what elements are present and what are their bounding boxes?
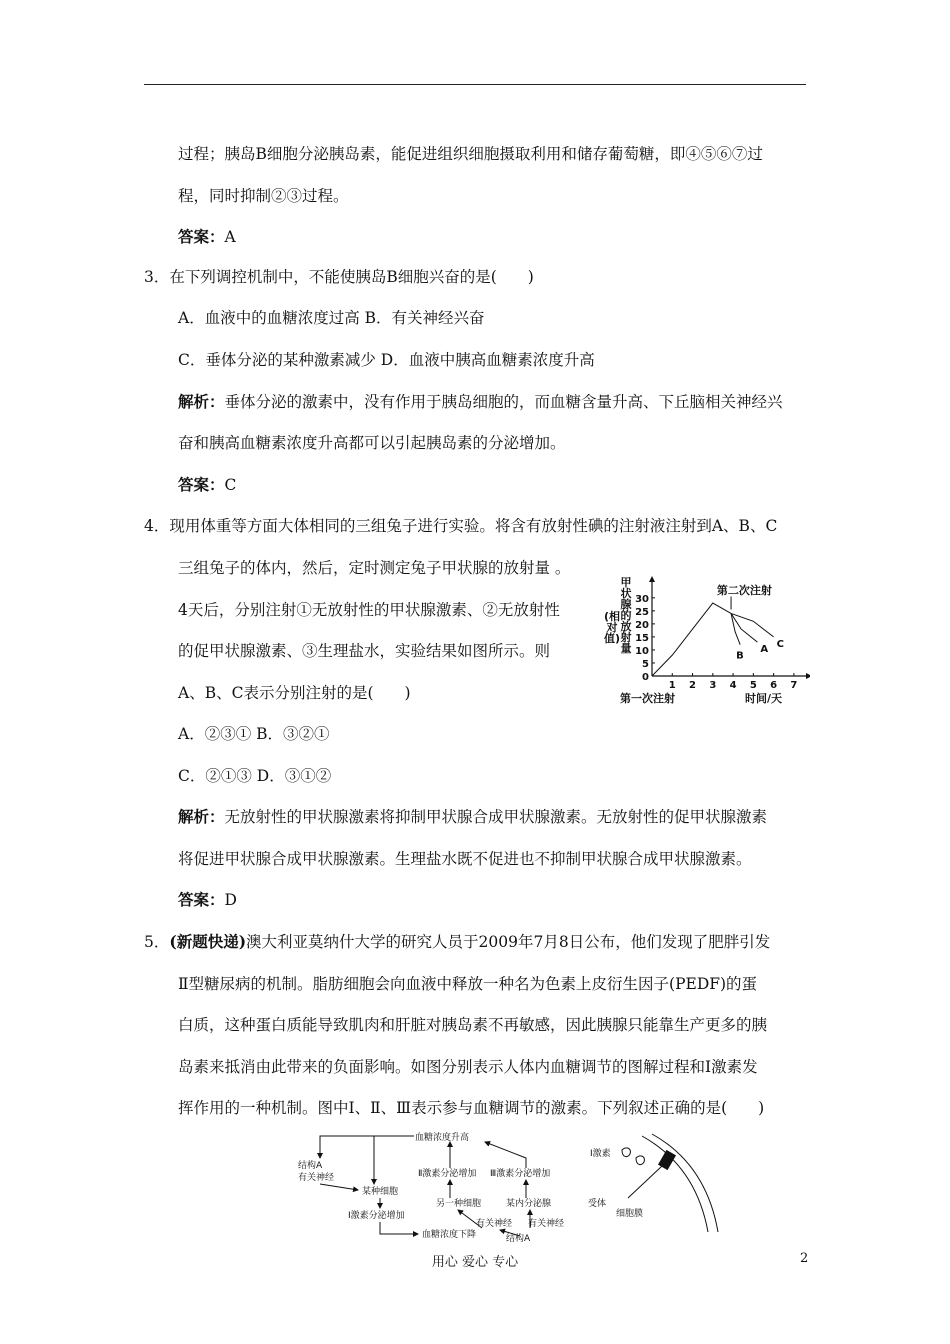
x-axis-label: 时间/天 [745, 692, 783, 705]
answer-3: 答案：C [178, 475, 237, 494]
text-line: 4天后，分别注射①无放射性的甲状腺激素、②无放射性 [178, 601, 560, 619]
label-hormone: Ⅰ激素 [590, 1149, 611, 1159]
y-tick-label: 10 [635, 645, 649, 657]
explanation-label: 解析： [178, 392, 225, 411]
label-receptor: 受体 [588, 1199, 607, 1209]
y-axis-label: 甲状腺的放射量 [620, 576, 632, 655]
text-line: Ⅱ型糖尿病的机制。脂肪细胞会向血液中释放一种名为色素上皮衍生因子(PEDF)的蛋 [178, 975, 758, 993]
text-line: 三组兔子的体内，然后，定时测定兔子甲状腺的放射量 。 [178, 559, 571, 577]
explanation-3: 解析：垂体分泌的激素中，没有作用于胰岛细胞的，而血糖含量升高、下丘脑相关神经兴 [178, 392, 783, 411]
text-line: A、B、C表示分别注射的是( ) [178, 684, 411, 702]
footer-text: 用心 爱心 专心 [431, 1255, 519, 1270]
text-line: 的促甲状腺激素、③生理盐水，实验结果如图所示。则 [178, 642, 551, 660]
y-axis-arrow [649, 576, 655, 582]
glucose-regulation-diagram [290, 1128, 820, 1246]
x-tick-label: 1 [668, 680, 676, 691]
text-line: 奋和胰高血糖素浓度升高都可以引起胰岛素的分泌增加。 [178, 434, 566, 452]
node-nerve-3: 有关神经 [528, 1219, 565, 1229]
text-line: 将促进甲状腺合成甲状腺激素。生理盐水既不促进也不抑制甲状腺合成甲状腺激素。 [178, 850, 752, 868]
series-label-A: A [760, 644, 769, 656]
node-structure-a: 结构A [298, 1161, 323, 1171]
node-hormone-2: Ⅱ激素分泌增加 [418, 1169, 477, 1179]
y-tick-label: 25 [635, 606, 649, 618]
question-5: 5．(新题快递)澳大利亚莫纳什大学的研究人员于2009年7月8日公布，他们发现了肥胖引发 [144, 932, 771, 951]
text-line: 挥作用的一种机制。图中Ⅰ、Ⅱ、Ⅲ表示参与血糖调节的激素。下列叙述正确的是( ) [178, 1099, 765, 1117]
y-tick-label: 20 [635, 619, 649, 631]
series-label-B: B [736, 650, 744, 662]
thyroid-radioactivity-chart [600, 572, 810, 708]
text-line: 岛素来抵消由此带来的负面影响。如图分别表示人体内血糖调节的图解过程和Ⅰ激素发 [178, 1058, 758, 1076]
x-tick-label: 3 [709, 680, 717, 691]
node-glucose-low: 血糖浓度下降 [422, 1230, 477, 1240]
y-tick-label: 15 [635, 632, 649, 644]
x-tick-label: 7 [790, 680, 798, 691]
node-nerve: 有关神经 [298, 1173, 335, 1183]
page-number: 2 [800, 1251, 809, 1266]
node-nerve-2: 有关神经 [476, 1219, 513, 1229]
text-line: 过程；胰岛B细胞分泌胰岛素，能促进组织细胞摄取利用和储存葡萄糖，即④⑤⑥⑦过 [178, 145, 763, 163]
question-tag: (新题快递) [169, 932, 247, 951]
svg-text:(相对值): (相对值) [603, 610, 621, 645]
question-4: 4．现用体重等方面大体相同的三组兔子进行实验。将含有放射性碘的注射液注射到A、B、C [144, 517, 778, 535]
y-tick-label: 5 [642, 658, 649, 670]
text-line: 白质，这种蛋白质能导致肌肉和肝脏对胰岛素不再敏感，因此胰腺只能靠生产更多的胰 [178, 1016, 768, 1034]
second-injection-label: 第二次注射 [716, 583, 772, 597]
node-glucose-high: 血糖浓度升高 [415, 1133, 470, 1143]
series-label-C: C [776, 638, 784, 650]
node-other-cell: 另一种细胞 [436, 1199, 482, 1209]
series-line-common [652, 603, 731, 676]
option-line: C．垂体分泌的某种激素减少 D．血液中胰高血糖素浓度升高 [178, 351, 595, 369]
node-structure-a-2: 结构A [506, 1234, 531, 1244]
node-hormone-1: Ⅰ激素分泌增加 [348, 1211, 405, 1221]
x-tick-label: 5 [749, 680, 757, 691]
node-some-cell: 某种细胞 [362, 1187, 399, 1197]
node-endocrine: 某内分泌腺 [506, 1199, 552, 1209]
series-line-C [731, 613, 774, 636]
answer-label: 答案： [178, 227, 225, 246]
node-hormone-3: Ⅲ激素分泌增加 [490, 1169, 551, 1179]
header-rule [144, 84, 806, 85]
text-line: 程，同时抑制②③过程。 [178, 187, 349, 205]
x-axis-arrow [806, 673, 810, 679]
explanation-4: 解析：无放射性的甲状腺激素将抑制甲状腺合成甲状腺激素。无放射性的促甲状腺激素 [178, 807, 768, 826]
option-line: A．②③① B．③②① [178, 725, 330, 743]
question-3: 3．在下列调控机制中，不能使胰岛B细胞兴奋的是( ) [144, 268, 534, 286]
x-tick-label: 6 [770, 680, 778, 691]
x-tick-label: 2 [689, 680, 697, 691]
label-membrane: 细胞膜 [616, 1209, 644, 1219]
y-tick-label: 30 [635, 593, 649, 605]
option-line: A．血液中的血糖浓度过高 B．有关神经兴奋 [178, 309, 485, 327]
first-injection-label: 第一次注射 [620, 692, 675, 705]
option-line: C．②①③ D．③①② [178, 767, 332, 785]
y-tick-label: 0 [642, 672, 649, 683]
answer-4: 答案：D [178, 890, 237, 909]
answer-2 [178, 227, 236, 247]
x-tick-label: 4 [729, 680, 737, 691]
answer-value: A [224, 228, 236, 246]
series-line-B [731, 613, 740, 644]
